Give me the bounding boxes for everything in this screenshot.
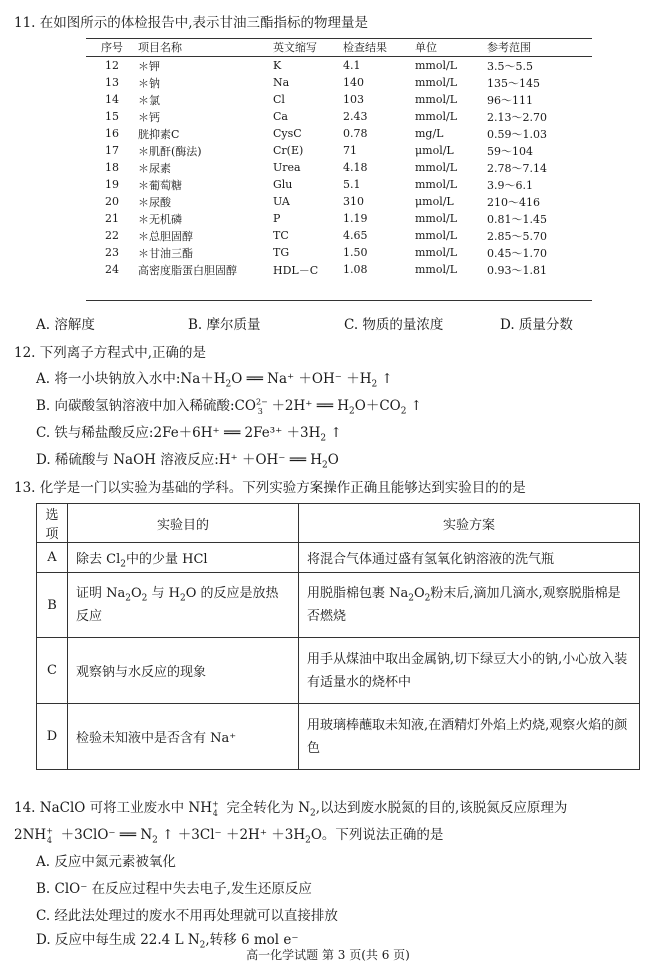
cell-range: 3.9～6.1	[487, 178, 533, 192]
q11-stem: 11. 在如图所示的体检报告中,表示甘油三酯指标的物理量是	[14, 15, 369, 31]
cell-result: 4.65	[343, 229, 368, 242]
cell-unit: mmol/L	[415, 59, 458, 72]
cell-index: 22	[105, 229, 119, 242]
table-header-row	[37, 504, 640, 543]
cell-abbr: CysC	[273, 127, 302, 140]
cell-abbr: TG	[273, 246, 290, 259]
row-aim: 检验未知液中是否含有 Na⁺	[68, 704, 299, 770]
cell-item: ＊钾	[138, 59, 160, 73]
q14-stem: 14. NaClO 可将工业废水中 $NH^+_4$ 完全转化为 $N_2$,以达到废水脱氮的目的,该脱氮反应原理为	[14, 799, 568, 819]
header-result: 检查结果	[343, 38, 415, 57]
table-bottom-rule	[86, 300, 592, 301]
table-row	[86, 57, 592, 75]
header-option: 选项	[37, 504, 68, 543]
header-plan: 实验方案	[299, 504, 640, 543]
cell-index: 14	[105, 93, 119, 106]
cell-abbr: Urea	[273, 161, 301, 174]
cell-index: 20	[105, 195, 119, 208]
cell-unit: mmol/L	[415, 212, 458, 225]
cell-result: 1.08	[343, 263, 368, 276]
header-item: 项目名称	[138, 38, 273, 57]
q11-choice-d[interactable]: D. 质量分数	[500, 317, 573, 333]
cell-index: 23	[105, 246, 119, 259]
table-row	[86, 159, 592, 176]
q14-option-b[interactable]: B. ClO⁻ 在反应过程中失去电子,发生还原反应	[36, 881, 312, 897]
cell-result: 310	[343, 195, 364, 208]
table-row	[86, 210, 592, 227]
q14-option-d[interactable]: D. 反应中每生成 22.4 L $N_2$,转移 6 mol e⁻	[36, 932, 299, 951]
cell-abbr: Ca	[273, 110, 288, 123]
cell-result: 5.1	[343, 178, 361, 191]
row-aim: 除去 $Cl_2$中的少量 HCl	[68, 543, 299, 573]
table-header-row	[86, 38, 592, 57]
q14-option-a[interactable]: A. 反应中氮元素被氧化	[36, 854, 176, 870]
cell-range: 0.45～1.70	[487, 246, 547, 260]
row-key: A	[37, 543, 68, 573]
table-row[interactable]	[37, 573, 640, 638]
table-row	[86, 261, 592, 278]
experiment-table	[36, 503, 640, 770]
cell-item: ＊钙	[138, 110, 160, 124]
cell-abbr: Na	[273, 76, 290, 89]
row-key: D	[37, 704, 68, 770]
cell-unit: mg/L	[415, 127, 444, 140]
q14-option-c[interactable]: C. 经此法处理过的废水不用再处理就可以直接排放	[36, 908, 338, 924]
table-row	[86, 125, 592, 142]
cell-index: 13	[105, 76, 119, 89]
cell-range: 0.81～1.45	[487, 212, 547, 226]
cell-item: 胱抑素C	[138, 127, 180, 141]
cell-range: 135～145	[487, 76, 540, 90]
cell-result: 140	[343, 76, 364, 89]
table-row	[86, 227, 592, 244]
cell-result: 4.1	[343, 59, 361, 72]
table-row	[86, 244, 592, 261]
lab-report-table	[86, 38, 592, 278]
cell-item: ＊甘油三酯	[138, 246, 193, 260]
cell-unit: mmol/L	[415, 229, 458, 242]
cell-abbr: TC	[273, 229, 289, 242]
cell-unit: μmol/L	[415, 144, 454, 157]
header-index: 序号	[86, 38, 138, 57]
row-plan: 用手从煤油中取出金属钠,切下绿豆大小的钠,小心放入装有适量水的烧杯中	[299, 638, 640, 704]
q12-stem: 12. 下列离子方程式中,正确的是	[14, 345, 207, 361]
q12-option-c[interactable]: C. 铁与稀盐酸反应:2Fe＋6H⁺ ══ $2Fe^{3+} +3H_2$ ↑	[36, 425, 342, 444]
cell-unit: mmol/L	[415, 246, 458, 259]
cell-abbr: HDL－C	[273, 263, 319, 277]
cell-item: ＊肌酐(酶法)	[138, 144, 202, 158]
row-plan: 用玻璃棒蘸取未知液,在酒精灯外焰上灼烧,观察火焰的颜色	[299, 704, 640, 770]
cell-index: 17	[105, 144, 119, 157]
page-footer: 高一化学试题 第 3 页(共 6 页)	[246, 948, 410, 962]
cell-item: ＊无机磷	[138, 212, 182, 226]
cell-item: ＊尿酸	[138, 195, 171, 209]
cell-unit: mmol/L	[415, 110, 458, 123]
cell-item: 高密度脂蛋白胆固醇	[138, 263, 237, 277]
cell-index: 24	[105, 263, 119, 276]
q12-option-a[interactable]: A. 将一小块钠放入水中$:Na+H_2O$ ══ $Na^+ +OH^- +H_2$ ↑	[36, 371, 393, 390]
table-row	[86, 193, 592, 210]
cell-range: 2.78～7.14	[487, 161, 547, 175]
cell-unit: mmol/L	[415, 161, 458, 174]
cell-unit: mmol/L	[415, 76, 458, 89]
cell-abbr: UA	[273, 195, 290, 208]
cell-index: 18	[105, 161, 119, 174]
row-plan: 将混合气体通过盛有氢氧化钠溶液的洗气瓶	[299, 543, 640, 573]
cell-abbr: Glu	[273, 178, 293, 191]
cell-result: 4.18	[343, 161, 368, 174]
table-row[interactable]	[37, 543, 640, 573]
cell-result: 103	[343, 93, 364, 106]
header-range: 参考范围	[487, 38, 592, 57]
cell-result: 1.50	[343, 246, 368, 259]
cell-index: 12	[105, 59, 119, 72]
table-row[interactable]	[37, 638, 640, 704]
q11-choice-b[interactable]: B. 摩尔质量	[188, 317, 261, 333]
cell-item: ＊氯	[138, 93, 160, 107]
cell-result: 2.43	[343, 110, 368, 123]
cell-item: ＊总胆固醇	[138, 229, 193, 243]
q13-stem: 13. 化学是一门以实验为基础的学科。下列实验方案操作正确且能够达到实验目的的是	[14, 480, 526, 496]
header-unit: 单位	[415, 38, 487, 57]
cell-result: 1.19	[343, 212, 368, 225]
cell-index: 15	[105, 110, 119, 123]
cell-item: ＊钠	[138, 76, 160, 90]
row-aim: 证明 $Na_2O_2$ 与 $H_2O$ 的反应是放热反应	[68, 573, 299, 638]
table-row	[86, 176, 592, 193]
cell-unit: μmol/L	[415, 195, 454, 208]
q12-option-d[interactable]: D. 稀硫酸与 NaOH 溶液反应:H⁺ ＋OH⁻ ══ $H_2O$	[36, 452, 339, 471]
table-row	[86, 74, 592, 91]
cell-range: 0.59～1.03	[487, 127, 547, 141]
cell-abbr: Cl	[273, 93, 285, 106]
cell-range: 3.5～5.5	[487, 59, 533, 73]
cell-result: 71	[343, 144, 357, 157]
q12-option-b[interactable]: B. 向碳酸氢钠溶液中加入稀硫酸$:CO^{2-}_3 +2H^+$ ══ $H_2O+CO_2$ ↑	[36, 397, 423, 417]
table-row	[86, 91, 592, 108]
q11-choice-c[interactable]: C. 物质的量浓度	[344, 317, 444, 333]
row-aim: 观察钠与水反应的现象	[68, 638, 299, 704]
cell-range: 2.13～2.70	[487, 110, 547, 124]
row-plan: 用脱脂棉包裹 $Na_2O_2$粉末后,滴加几滴水,观察脱脂棉是否燃烧	[299, 573, 640, 638]
cell-range: 0.93～1.81	[487, 263, 547, 277]
cell-range: 210～416	[487, 195, 540, 209]
row-key: B	[37, 573, 68, 638]
table-row	[86, 108, 592, 125]
cell-item: ＊葡萄糖	[138, 178, 182, 192]
cell-unit: mmol/L	[415, 263, 458, 276]
cell-range: 59～104	[487, 144, 533, 158]
cell-index: 19	[105, 178, 119, 191]
row-key: C	[37, 638, 68, 704]
cell-result: 0.78	[343, 127, 368, 140]
table-row	[86, 142, 592, 159]
header-aim: 实验目的	[68, 504, 299, 543]
cell-abbr: P	[273, 212, 281, 225]
header-abbr: 英文缩写	[273, 38, 343, 57]
cell-abbr: Cr(E)	[273, 144, 304, 157]
cell-range: 2.85～5.70	[487, 229, 547, 243]
cell-index: 16	[105, 127, 119, 140]
cell-index: 21	[105, 212, 119, 225]
table-row[interactable]	[37, 704, 640, 770]
cell-unit: mmol/L	[415, 93, 458, 106]
cell-range: 96～111	[487, 93, 533, 107]
cell-abbr: K	[273, 59, 282, 72]
cell-item: ＊尿素	[138, 161, 171, 175]
cell-unit: mmol/L	[415, 178, 458, 191]
q11-choice-a[interactable]: A. 溶解度	[36, 317, 95, 333]
q14-equation: $2NH^+_4 +3ClO^-$ ══ $N_2$ ↑ $+3Cl^- +2H^+ +3H_2O$。下列说法正确的是	[14, 826, 444, 846]
